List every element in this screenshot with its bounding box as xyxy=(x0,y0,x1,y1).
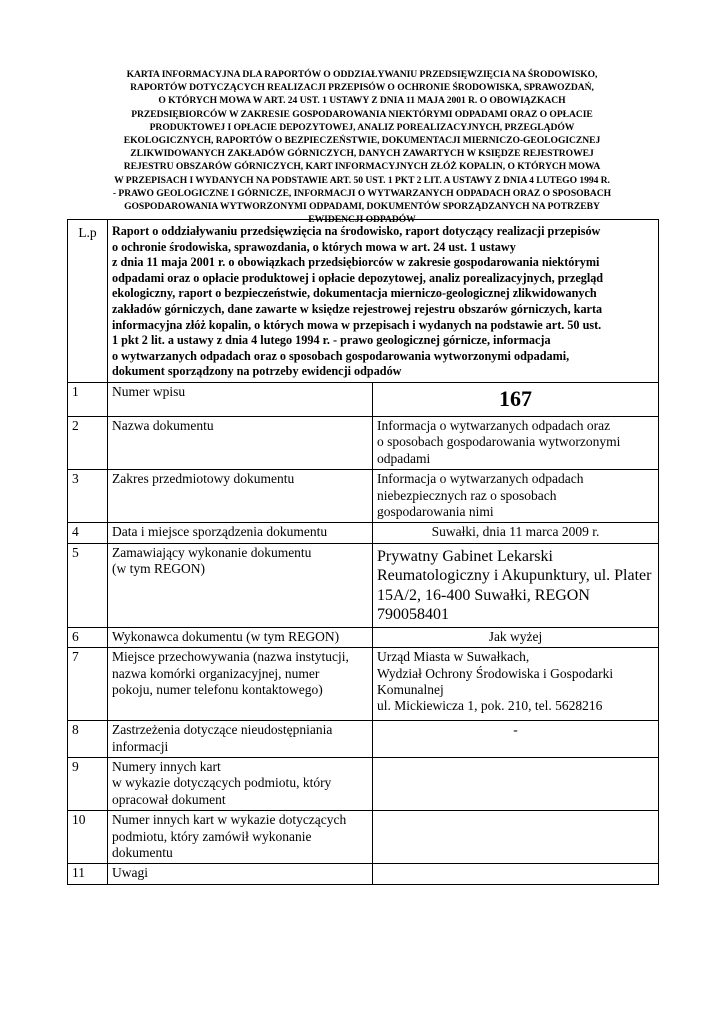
row-label: Zakres przedmiotowy dokumentu xyxy=(108,470,373,523)
table-row xyxy=(68,416,659,469)
row-label: Wykonawca dokumentu (w tym REGON) xyxy=(108,627,373,647)
row-value xyxy=(373,811,659,864)
row-label: Zastrzeżenia dotyczące nieudostępniania informacji xyxy=(108,721,373,758)
row-value: Suwałki, dnia 11 marca 2009 r. xyxy=(373,523,659,543)
row-value: Informacja o wytwarzanych odpadach oraz o sposobach gospodarowania wytworzonymi odpadami xyxy=(373,416,659,469)
row-label: Nazwa dokumentu xyxy=(108,416,373,469)
row-value: Prywatny Gabinet Lekarski Reumatologiczny i Akupunktury, ul. Plater 15A/2, 16-400 Suwałki, REGON 790058401 xyxy=(373,543,659,627)
row-label: Numer innych kart w wykazie dotyczących podmiotu, który zamówił wykonanie dokumentu xyxy=(108,811,373,864)
table-row xyxy=(68,382,659,416)
information-card-table xyxy=(67,219,659,885)
table-row xyxy=(68,758,659,811)
row-number: 8 xyxy=(68,721,108,758)
row-label: Miejsce przechowywania (nazwa instytucji, nazwa komórki organizacyjnej, numer pokoju, numer telefonu kontaktowego) xyxy=(108,648,373,721)
row-label: Data i miejsce sporządzenia dokumentu xyxy=(108,523,373,543)
table-row xyxy=(68,470,659,523)
row-label: Zamawiający wykonanie dokumentu (w tym REGON) xyxy=(108,543,373,627)
row-number: 7 xyxy=(68,648,108,721)
row-number: 11 xyxy=(68,864,108,884)
document-type-description: Raport o oddziaływaniu przedsięwzięcia na środowisko, raport dotyczący realizacji przepisów o ochronie środowiska, sprawozdania, o których mowa w art. 24 ust. 1 ustawy z dnia 11 maja 2001 r. o obowiązkach przedsiębiorców w zakresie gospodarowania niektórymi odpadami oraz o opłacie produktowej i opłacie depozytowej, analiz porealizacyjnych, przegląd ekologiczny, raport o bezpieczeństwie, dokumentacja mierniczo-geologicznej zlikwidowanych zakładów górniczych, dane zawarte w księdze rejestrowej rejestru obszarów górniczych, karta informacyjna złóż kopalin, o których mowa w przepisach i wydanych na podstawie art. 50 ust. 1 pkt 2 lit. a ustawy z dnia 4 lutego 1994 r. - prawo geologicznej górnicze, informacja o wytwarzanych odpadach oraz o sposobach gospodarowania wytworzonymi odpadami, dokument sporządzony na potrzeby ewidencji odpadów xyxy=(108,220,659,383)
row-number: 3 xyxy=(68,470,108,523)
table-row xyxy=(68,523,659,543)
row-number: 1 xyxy=(68,382,108,416)
entry-number-value: 167 xyxy=(373,382,659,416)
document-title: KARTA INFORMACYJNA DLA RAPORTÓW O ODDZIAŁYWANIU PRZEDSIĘWZIĘCIA NA ŚRODOWISKO, RAPORTÓW DOTYCZĄCYCH REALIZACJI PRZEPISÓW O OCHRONIE ŚRODOWISKA, SPRAWOZDAŃ, O KTÓRYCH MOWA W ART. 24 UST. 1 USTAWY Z DNIA 11 MAJA 2001 R. O OBOWIĄZKACH PRZEDSIĘBIORCÓW W ZAKRESIE GOSPODAROWANIA NIEKTÓRYMI ODPADAMI ORAZ O OPŁACIE PRODUKTOWEJ I OPŁACIE DEPOZYTOWEJ, ANALIZ POREALIZACYJNYCH, PRZEGLĄDÓW EKOLOGICZNYCH, RAPORTÓW O BEZPIECZEŃSTWIE, DOKUMENTACJI MIERNICZO-GEOLOGICZNEJ ZLIKWIDOWANYCH ZAKŁADÓW GÓRNICZYCH, DANYCH ZAWARTYCH W KSIĘDZE REJESTROWEJ REJESTRU OBSZARÓW GÓRNICZYCH, KART INFORMACYJNYCH ZŁÓŻ KOPALIN, O KTÓRYCH MOWA W PRZEPISACH I WYDANYCH NA PODSTAWIE ART. 50 UST. 1 PKT 2 LIT. A USTAWY Z DNIA 4 LUTEGO 1994 R. - PRAWO GEOLOGICZNE I GÓRNICZE, INFORMACJI O WYTWARZANYCH ODPADACH ORAZ O SPOSOBACH GOSPODAROWANIA WYTWORZONYMI ODPADAMI, DOKUMENTÓW SPORZĄDZANYCH NA POTRZEBY EWIDENCJI ODPADÓW xyxy=(112,69,612,226)
table-row xyxy=(68,864,659,884)
row-label: Uwagi xyxy=(108,864,373,884)
row-label: Numer wpisu xyxy=(108,382,373,416)
table-row xyxy=(68,648,659,721)
row-value xyxy=(373,864,659,884)
row-value xyxy=(373,758,659,811)
row-value: Jak wyżej xyxy=(373,627,659,647)
table-row xyxy=(68,543,659,627)
row-value: Informacja o wytwarzanych odpadach niebezpiecznych raz o sposobach gospodarowania nimi xyxy=(373,470,659,523)
table-header-row xyxy=(68,220,659,383)
table-row xyxy=(68,627,659,647)
row-label: Numery innych kart w wykazie dotyczących podmiotu, który opracował dokument xyxy=(108,758,373,811)
table-row xyxy=(68,721,659,758)
row-number: 9 xyxy=(68,758,108,811)
row-number: 6 xyxy=(68,627,108,647)
row-number: 2 xyxy=(68,416,108,469)
row-number: 10 xyxy=(68,811,108,864)
row-number: 5 xyxy=(68,543,108,627)
row-value: - xyxy=(373,721,659,758)
row-number: 4 xyxy=(68,523,108,543)
table-row xyxy=(68,811,659,864)
row-value: Urząd Miasta w Suwałkach, Wydział Ochrony Środowiska i Gospodarki Komunalnej ul. Mickiewicza 1, pok. 210, tel. 5628216 xyxy=(373,648,659,721)
lp-header: L.p xyxy=(68,220,108,383)
